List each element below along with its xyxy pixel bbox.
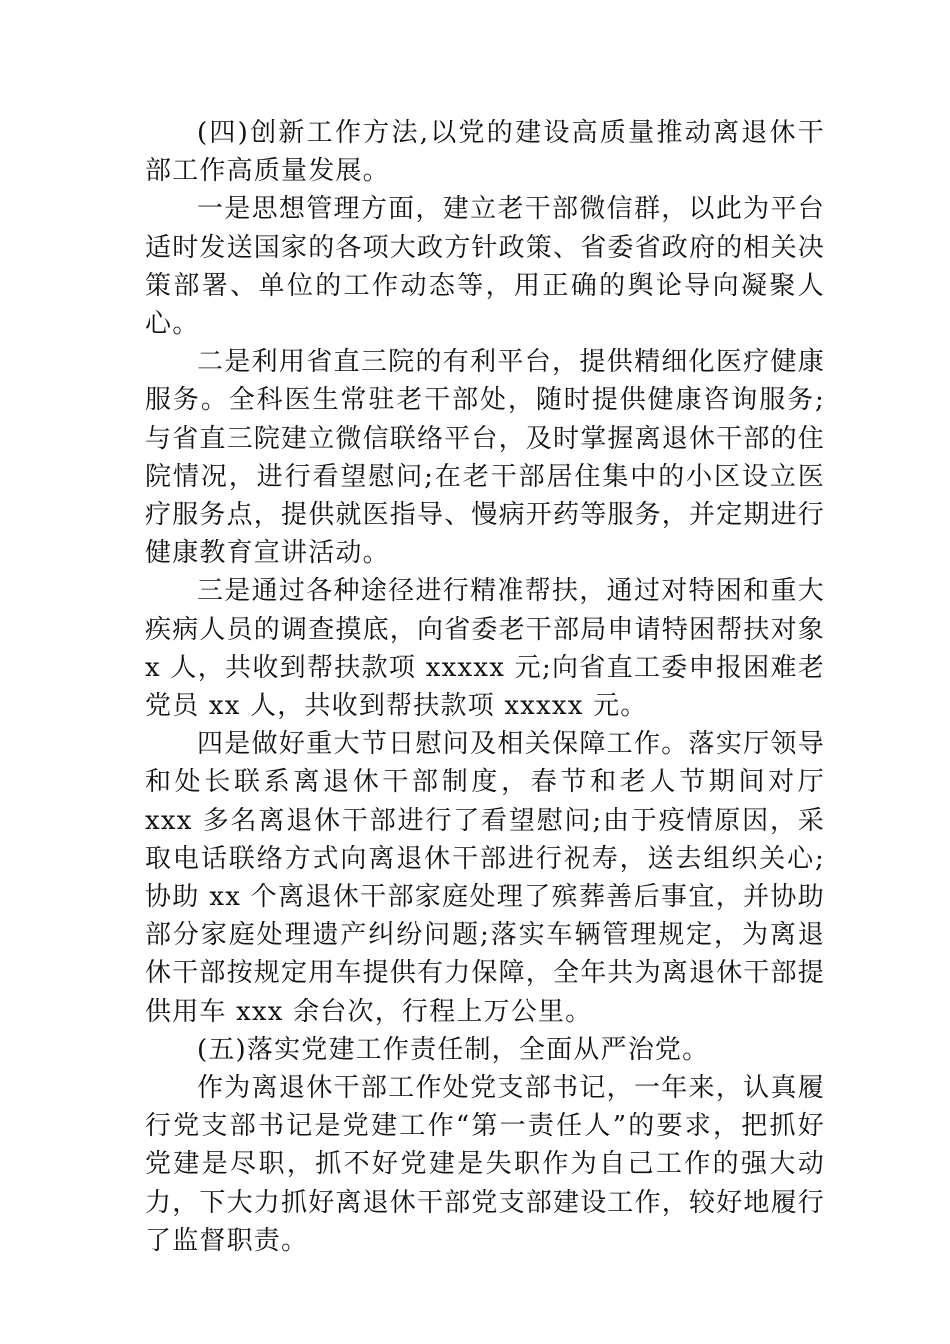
paragraph-medical-services: 二是利用省直三院的有利平台，提供精细化医疗健康服务。全科医生常驻老干部处，随时提供健康咨询服务;与省直三院建立微信联络平台，及时掌握离退休干部的住院情况，进行看望慰问;在老干部居住集中的小区设立医疗服务点，提供就医指导、慢病开药等服务，并定期进行健康教育宣讲活动。 [145, 347, 826, 569]
paragraph-party-secretary: 作为离退休干部工作处党支部书记，一年来，认真履行党支部书记是党建工作“第一责任人”的要求，把抓好党建是尽职，抓不好党建是失职作为自己工作的强大动力，下大力抓好离退休干部党支部建设工作，较好地履行了监督职责。 [145, 1073, 826, 1256]
section-heading-four: (四)创新工作方法,以党的建设高质量推动离退休干部工作高质量发展。 [145, 118, 825, 187]
paragraph-thought-management: 一是思想管理方面，建立老干部微信群，以此为平台适时发送国家的各项大政方针政策、省委省政府的相关决策部署、单位的工作动态等，用正确的舆论导向凝聚人心。 [145, 194, 826, 340]
document-body [145, 114, 825, 1260]
section-heading-five: (五)落实党建工作责任制，全面从严治党。 [197, 1034, 710, 1065]
paragraph-holiday-visits: 四是做好重大节日慰问及相关保障工作。落实厅领导和处长联系离退休干部制度，春节和老人节期间对厅 xxx 多名离退休干部进行了看望慰问;由于疫情原因，采取电话联络方式向离退休干部进行祝寿，送去组织关心;协助 xx 个离退休干部家庭处理了殡葬善后事宜，并协助部分家庭处理遗产纠纷问题;落实车辆管理规定，为离退休干部按规定用车提供有力保障，全年共为离退休干部提供用车 xxx 余台次，行程上万公里。 [145, 729, 826, 1027]
paragraph-targeted-assistance: 三是通过各种途径进行精准帮扶，通过对特困和重大疾病人员的调查摸底，向省委老干部局申请特困帮扶对象 x 人，共收到帮扶款项 xxxxx 元;向省直工委申报困难老党员 xx 人，共收到帮扶款项 xxxxx 元。 [145, 576, 826, 722]
